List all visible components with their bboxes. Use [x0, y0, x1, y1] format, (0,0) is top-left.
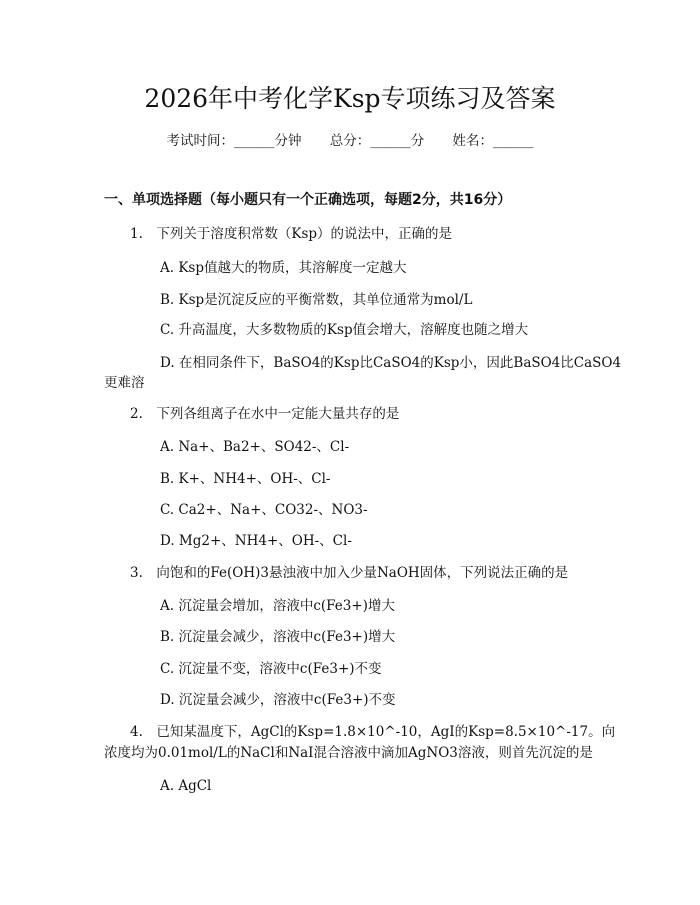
- question-2-option-c: C. Ca2+、Na+、CO32-、NO3-: [160, 502, 368, 518]
- question-3-option-a: A. 沉淀量会增加，溶液中c(Fe3+)增大: [160, 598, 395, 614]
- question-1-option-d: D. 在相同条件下，BaSO4的Ksp比CaSO4的Ksp小，因此BaSO4比CaSO4: [160, 355, 622, 371]
- question-4-stem: 4. 已知某温度下，AgCl的Ksp=1.8×10^-10，AgI的Ksp=8.5×10^-17。向: [130, 724, 616, 740]
- question-2-option-d: D. Mg2+、NH4+、OH-、Cl-: [160, 533, 352, 549]
- section-heading: 一、单项选择题（每小题只有一个正确选项，每题2分，共16分）: [104, 192, 512, 208]
- question-3-option-b: B. 沉淀量会减少，溶液中c(Fe3+)增大: [160, 629, 396, 645]
- total-score: 总分：______分: [329, 133, 425, 149]
- question-1-option-b: B. Ksp是沉淀反应的平衡常数，其单位通常为mol/L: [160, 292, 473, 308]
- exam-meta: [0, 131, 700, 151]
- question-4-stem-continued: 浓度均为0.01mol/L的NaCl和NaI混合溶液中滴加AgNO3溶液，则首先沉淀的是: [104, 745, 593, 761]
- page-title: 2026年中考化学Ksp专项练习及答案: [144, 84, 556, 113]
- question-3-option-d: D. 沉淀量会减少，溶液中c(Fe3+)不变: [160, 692, 396, 708]
- question-3-stem: 3. 向饱和的Fe(OH)3悬浊液中加入少量NaOH固体，下列说法正确的是: [130, 565, 569, 581]
- question-3-option-c: C. 沉淀量不变，溶液中c(Fe3+)不变: [160, 661, 382, 677]
- question-1-option-a: A. Ksp值越大的物质，其溶解度一定越大: [160, 260, 407, 276]
- question-2-option-a: A. Na+、Ba2+、SO42-、Cl-: [160, 439, 350, 455]
- question-4-option-a: A. AgCl: [160, 778, 212, 794]
- question-2-option-b: B. K+、NH4+、OH-、Cl-: [160, 471, 331, 487]
- student-name: 姓名：______: [452, 133, 534, 149]
- question-1-option-d-continued: 更难溶: [104, 375, 145, 391]
- question-1-option-c: C. 升高温度，大多数物质的Ksp值会增大，溶解度也随之增大: [160, 322, 529, 338]
- question-2-stem: 2. 下列各组离子在水中一定能大量共存的是: [130, 406, 400, 422]
- question-1-stem: 1. 下列关于溶度积常数（Ksp）的说法中，正确的是: [130, 226, 453, 242]
- exam-time: 考试时间：______分钟: [166, 133, 302, 149]
